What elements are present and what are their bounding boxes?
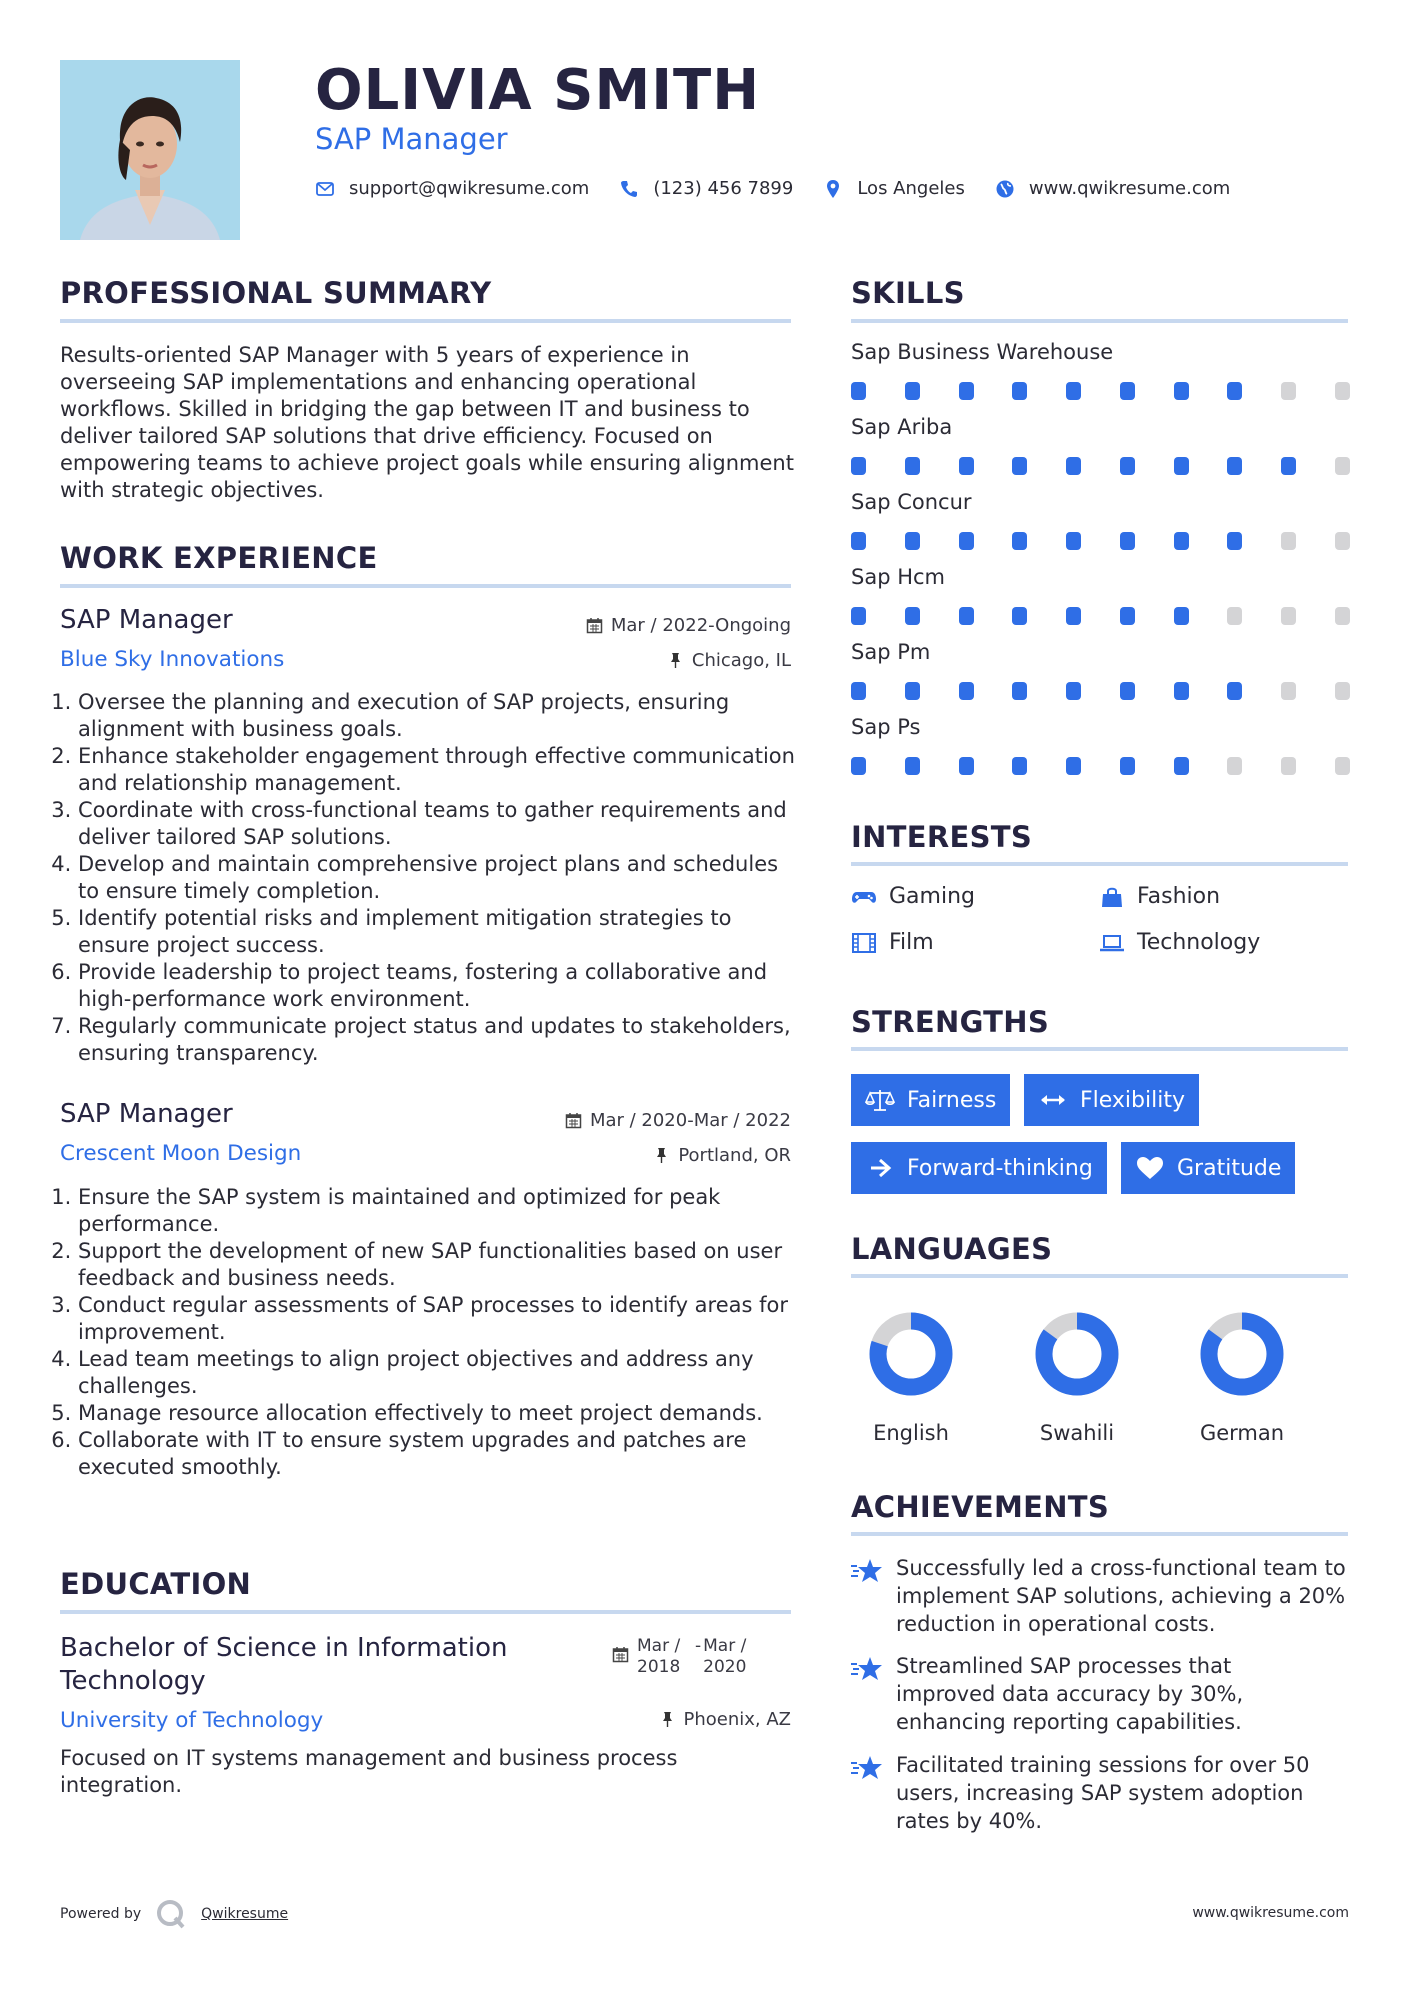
map-pin-icon xyxy=(823,179,843,199)
star-icon xyxy=(850,1556,884,1586)
skill-name: Sap Concur xyxy=(851,490,972,514)
skill-dot-filled xyxy=(851,682,866,700)
achievements-divider xyxy=(851,1532,1348,1536)
languages-divider xyxy=(851,1274,1348,1278)
skill-dot-filled xyxy=(1066,757,1081,775)
interest-technology xyxy=(1099,930,1260,955)
skill-dot-filled xyxy=(905,532,920,550)
strength-fairness xyxy=(851,1074,1010,1126)
job-2-duties xyxy=(60,1184,795,1481)
star-icon xyxy=(850,1654,884,1684)
skill-name: Sap Hcm xyxy=(851,565,945,589)
contact-website-text: www.qwikresume.com xyxy=(1028,178,1231,199)
skill-dot-filled xyxy=(959,382,974,400)
language-swahili xyxy=(1017,1309,1137,1445)
strength-gratitude xyxy=(1121,1142,1295,1194)
strength-label: Flexibility xyxy=(1080,1087,1185,1113)
list-item: 6. Provide leadership to project teams, fostering a collaborative and high-performance work environment. xyxy=(78,959,795,1013)
skill-name: Sap Ps xyxy=(851,715,921,739)
contact-website[interactable] xyxy=(995,178,1230,199)
summary-text: Results-oriented SAP Manager with 5 years of experience in overseeing SAP implementations and enhancing operational workflows. Skilled in bridging the gap between IT and business to deliver tailored SAP solutions that drive efficiency. Focused on empowering teams to achieve project goals while ensuring alignment with strategic objectives. xyxy=(60,343,794,502)
candidate-name: OLIVIA SMITH xyxy=(315,58,761,123)
interests-divider xyxy=(851,862,1348,866)
list-item: 4. Develop and maintain comprehensive project plans and schedules to ensure timely completion. xyxy=(78,851,795,905)
skill-dot-empty xyxy=(1281,607,1296,625)
skill-dot-filled xyxy=(905,682,920,700)
interest-fashion xyxy=(1099,884,1220,909)
skill-dot-filled xyxy=(851,382,866,400)
skill-rating xyxy=(851,757,1351,775)
list-item: 2. Support the development of new SAP functionalities based on user feedback and business needs. xyxy=(78,1238,795,1292)
strengths-heading: STRENGTHS xyxy=(851,1005,1050,1039)
achievement-1: Successfully led a cross-functional team to implement SAP solutions, achieving a 20% reduction in operational costs. xyxy=(896,1556,1346,1636)
interests-heading: INTERESTS xyxy=(851,820,1033,854)
contact-location-text: Los Angeles xyxy=(857,178,965,199)
skill-dot-filled xyxy=(1227,532,1242,550)
language-label: German xyxy=(1199,1421,1285,1445)
calendar-icon xyxy=(565,1112,582,1129)
skill-dot-filled xyxy=(1012,532,1027,550)
list-item: 2. Enhance stakeholder engagement through effective communication and relationship management. xyxy=(78,743,795,797)
experience-heading: WORK EXPERIENCE xyxy=(60,541,378,575)
qwikresume-logo-icon xyxy=(155,1898,187,1930)
skill-dot-filled xyxy=(1120,382,1135,400)
skill-dot-filled xyxy=(905,757,920,775)
skill-dot-filled xyxy=(905,382,920,400)
balance-scale-icon xyxy=(865,1087,895,1113)
skill-dot-filled xyxy=(1281,457,1296,475)
strength-flexibility xyxy=(1024,1074,1199,1126)
skill-dot-filled xyxy=(959,457,974,475)
skill-dot-filled xyxy=(1012,757,1027,775)
skill-dot-empty xyxy=(1281,757,1296,775)
skill-dot-filled xyxy=(905,607,920,625)
globe-icon xyxy=(995,179,1015,199)
skill-dot-empty xyxy=(1281,682,1296,700)
phone-icon xyxy=(619,179,639,199)
job-1-title: SAP Manager xyxy=(60,605,233,635)
skill-dot-filled xyxy=(959,682,974,700)
strength-label: Gratitude xyxy=(1177,1155,1282,1181)
skill-dot-filled xyxy=(1174,532,1189,550)
language-label: Swahili xyxy=(1039,1421,1115,1445)
skill-name: Sap Ariba xyxy=(851,415,953,439)
job-1-duties xyxy=(60,689,795,1067)
contact-email-text: support@qwikresume.com xyxy=(349,178,590,199)
education-location-text: Phoenix, AZ xyxy=(683,1709,791,1730)
star-icon xyxy=(850,1753,884,1783)
skill-rating xyxy=(851,382,1351,400)
strength-label: Fairness xyxy=(907,1087,997,1113)
skill-dot-filled xyxy=(959,757,974,775)
candidate-role: SAP Manager xyxy=(315,122,508,156)
laptop-icon xyxy=(1099,932,1125,954)
skill-dot-empty xyxy=(1335,607,1350,625)
list-item: 7. Regularly communicate project status and updates to stakeholders, ensuring transparency. xyxy=(78,1013,795,1067)
film-icon xyxy=(851,932,877,954)
achievement-3: Facilitated training sessions for over 50 users, increasing SAP system adoption rates by 40%. xyxy=(896,1753,1310,1833)
shopping-bag-icon xyxy=(1099,886,1125,908)
education-start: Mar / 2018 xyxy=(637,1636,681,1677)
skill-dot-filled xyxy=(959,607,974,625)
interest-film xyxy=(851,930,934,955)
skill-dot-filled xyxy=(1066,532,1081,550)
skill-dot-filled xyxy=(1120,682,1135,700)
skill-dot-filled xyxy=(851,532,866,550)
skill-dot-filled xyxy=(1066,607,1081,625)
interest-label: Technology xyxy=(1137,930,1261,955)
strength-label: Forward-thinking xyxy=(907,1155,1093,1181)
arrow-right-icon xyxy=(865,1155,895,1181)
summary-divider xyxy=(60,319,791,323)
calendar-icon xyxy=(612,1646,629,1663)
list-item: 3. Conduct regular assessments of SAP processes to identify areas for improvement. xyxy=(78,1292,795,1346)
skill-dot-filled xyxy=(1227,682,1242,700)
language-proficiency-ring xyxy=(866,1309,956,1399)
skill-dot-filled xyxy=(1120,457,1135,475)
job-1-dates-text: Mar / 2022-Ongoing xyxy=(610,615,791,636)
skill-dot-filled xyxy=(1012,382,1027,400)
skill-dot-filled xyxy=(1066,457,1081,475)
summary-heading: PROFESSIONAL SUMMARY xyxy=(60,276,492,310)
education-heading: EDUCATION xyxy=(60,1567,252,1601)
skill-dot-empty xyxy=(1335,457,1350,475)
skill-rating xyxy=(851,607,1351,625)
education-description: Focused on IT systems management and business process integration. xyxy=(60,1746,678,1797)
education-location xyxy=(659,1709,792,1730)
skill-dot-filled xyxy=(1012,457,1027,475)
skill-dot-empty xyxy=(1335,532,1350,550)
pushpin-icon xyxy=(659,1711,676,1728)
calendar-icon xyxy=(586,617,603,634)
job-2-dates xyxy=(565,1110,791,1131)
achievements-heading: ACHIEVEMENTS xyxy=(851,1490,1110,1524)
skill-dot-filled xyxy=(1174,757,1189,775)
list-item: 1. Oversee the planning and execution of SAP projects, ensuring alignment with business goals. xyxy=(78,689,795,743)
language-german xyxy=(1182,1309,1302,1445)
skill-dot-filled xyxy=(851,757,866,775)
qwikresume-link[interactable]: Qwikresume xyxy=(201,1906,289,1922)
skill-dot-filled xyxy=(1174,607,1189,625)
skill-rating xyxy=(851,457,1351,475)
language-label: English xyxy=(873,1421,949,1445)
strengths-divider xyxy=(851,1047,1348,1051)
interest-label: Gaming xyxy=(889,884,975,909)
skill-dot-filled xyxy=(1227,382,1242,400)
languages-heading: LANGUAGES xyxy=(851,1232,1053,1266)
skill-dot-filled xyxy=(1120,532,1135,550)
job-1-location xyxy=(667,650,791,671)
contact-phone[interactable] xyxy=(619,178,793,199)
skill-dot-empty xyxy=(1281,382,1296,400)
job-2-location xyxy=(653,1145,791,1166)
education-school: University of Technology xyxy=(60,1708,324,1733)
skills-divider xyxy=(851,319,1348,323)
job-1-company: Blue Sky Innovations xyxy=(60,647,285,672)
heart-icon xyxy=(1135,1155,1165,1181)
job-2-company: Crescent Moon Design xyxy=(60,1141,302,1166)
list-item: 6. Collaborate with IT to ensure system upgrades and patches are executed smoothly. xyxy=(78,1427,795,1481)
skill-dot-filled xyxy=(959,532,974,550)
skill-dot-filled xyxy=(1120,757,1135,775)
job-1-location-text: Chicago, IL xyxy=(691,650,791,671)
skill-dot-empty xyxy=(1335,382,1350,400)
skill-dot-filled xyxy=(851,607,866,625)
skill-rating xyxy=(851,532,1351,550)
education-dates: Mar / 2018 - Mar / 2020 xyxy=(612,1636,757,1678)
skill-name: Sap Business Warehouse xyxy=(851,340,1114,364)
skill-dot-filled xyxy=(1012,607,1027,625)
job-2-dates-text: Mar / 2020-Mar / 2022 xyxy=(589,1110,791,1131)
interest-label: Film xyxy=(889,930,934,955)
interest-label: Fashion xyxy=(1137,884,1221,909)
skills-heading: SKILLS xyxy=(851,276,965,310)
education-end: Mar / 2020 xyxy=(703,1636,747,1677)
contact-email[interactable] xyxy=(315,178,589,199)
job-2-title: SAP Manager xyxy=(60,1099,233,1129)
skill-dot-filled xyxy=(1120,607,1135,625)
language-proficiency-ring xyxy=(1032,1309,1122,1399)
skill-dot-empty xyxy=(1335,757,1350,775)
arrows-horizontal-icon xyxy=(1038,1087,1068,1113)
strength-forward-thinking xyxy=(851,1142,1107,1194)
contact-location xyxy=(823,178,965,199)
profile-photo xyxy=(60,60,240,240)
skill-dot-filled xyxy=(1012,682,1027,700)
envelope-icon xyxy=(315,179,335,199)
education-degree: Bachelor of Science in Information Technology xyxy=(60,1633,508,1696)
list-item: 5. Identify potential risks and implement mitigation strategies to ensure project success. xyxy=(78,905,795,959)
skill-dot-filled xyxy=(1227,457,1242,475)
skill-dot-filled xyxy=(1066,682,1081,700)
skill-dot-filled xyxy=(851,457,866,475)
contact-phone-text: (123) 456 7899 xyxy=(653,178,794,199)
skill-name: Sap Pm xyxy=(851,640,931,664)
interest-gaming xyxy=(851,884,975,909)
skill-dot-empty xyxy=(1227,757,1242,775)
powered-by-label: Powered by xyxy=(60,1906,142,1922)
list-item: 1. Ensure the SAP system is maintained and optimized for peak performance. xyxy=(78,1184,795,1238)
footer-website[interactable]: www.qwikresume.com xyxy=(1192,1905,1349,1921)
language-english xyxy=(851,1309,971,1445)
skill-dot-empty xyxy=(1335,682,1350,700)
pushpin-icon xyxy=(667,652,684,669)
list-item: 3. Coordinate with cross-functional teams to gather requirements and deliver tailored SAP solutions. xyxy=(78,797,795,851)
footer-powered-by xyxy=(60,1898,288,1930)
skill-dot-empty xyxy=(1281,532,1296,550)
skill-dot-filled xyxy=(905,457,920,475)
list-item: 4. Lead team meetings to align project objectives and address any challenges. xyxy=(78,1346,795,1400)
skill-dot-filled xyxy=(1174,382,1189,400)
gamepad-icon xyxy=(851,886,877,908)
job-2-location-text: Portland, OR xyxy=(678,1145,791,1166)
job-1-dates xyxy=(586,615,791,636)
skill-dot-filled xyxy=(1066,382,1081,400)
skill-dot-empty xyxy=(1227,607,1242,625)
contact-bar xyxy=(315,178,1260,199)
pushpin-icon xyxy=(653,1147,670,1164)
achievement-2: Streamlined SAP processes that improved data accuracy by 30%, enhancing reporting capabilities. xyxy=(896,1654,1244,1734)
language-proficiency-ring xyxy=(1197,1309,1287,1399)
skill-dot-filled xyxy=(1174,682,1189,700)
experience-divider xyxy=(60,584,791,588)
list-item: 5. Manage resource allocation effectively to meet project demands. xyxy=(78,1400,795,1427)
skill-rating xyxy=(851,682,1351,700)
skill-dot-filled xyxy=(1174,457,1189,475)
education-divider xyxy=(60,1610,791,1614)
